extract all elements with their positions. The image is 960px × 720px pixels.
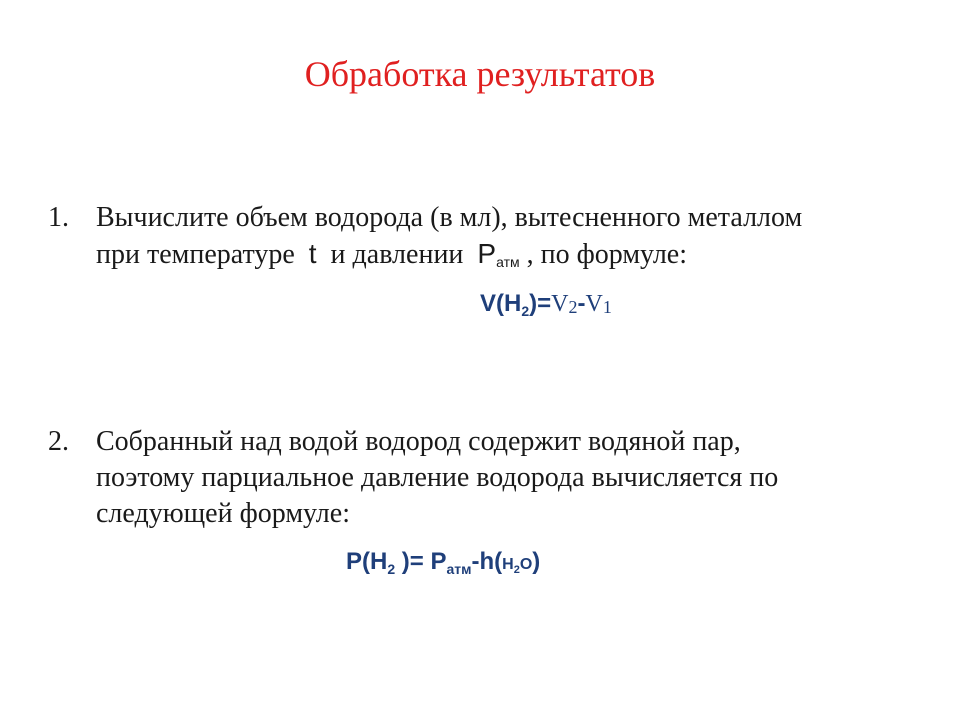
- list-item-2: [48, 424, 918, 532]
- formula-term: P(H: [346, 548, 388, 575]
- item-line-1: Собранный над водой водород содержит водяной пар,: [96, 426, 741, 457]
- item-line-2-part-b: и давлении: [330, 239, 464, 270]
- slide-title: Обработка результатов: [304, 54, 656, 94]
- formula-volume: [480, 288, 612, 327]
- item-text: [96, 200, 918, 280]
- list-item-1: [48, 200, 918, 280]
- pressure-symbol: P: [477, 238, 497, 269]
- temperature-symbol: t: [308, 238, 317, 269]
- formula-term: V(H: [480, 290, 522, 317]
- item-number: 2.: [48, 426, 69, 457]
- item-line-2-part-c: , по формуле:: [526, 239, 687, 270]
- formula-term: ): [532, 548, 541, 575]
- item-line-2: поэтому парциальное давление водорода вычисляется по: [96, 462, 779, 493]
- formula-partial-pressure: [346, 546, 540, 586]
- formula-term: -: [577, 290, 586, 317]
- formula-term: O: [519, 556, 533, 573]
- formula-term: H: [502, 556, 514, 573]
- item-line-1: Вычислите объем водорода (в мл), вытесненного металлом: [96, 202, 803, 233]
- formula-term: V: [585, 291, 603, 317]
- item-line-3: следующей формуле:: [96, 498, 350, 529]
- formula-term: -h(: [471, 548, 503, 575]
- formula-subscript: 1: [602, 297, 612, 317]
- formula-term: )=: [529, 290, 552, 317]
- formula-subscript: 2: [513, 564, 520, 576]
- formula-subscript: 2: [521, 303, 530, 319]
- pressure-subscript: атм: [496, 254, 520, 270]
- formula-subscript: атм: [446, 561, 472, 577]
- item-number: 1.: [48, 202, 69, 233]
- formula-term: )= P: [395, 548, 447, 575]
- item-text: [96, 424, 918, 532]
- item-line-2-part-a: при температуре: [96, 239, 295, 270]
- formula-subscript: 2: [387, 561, 396, 577]
- formula-term: V: [551, 291, 569, 317]
- item-line-2: [96, 236, 918, 280]
- formula-subscript: 2: [568, 297, 578, 317]
